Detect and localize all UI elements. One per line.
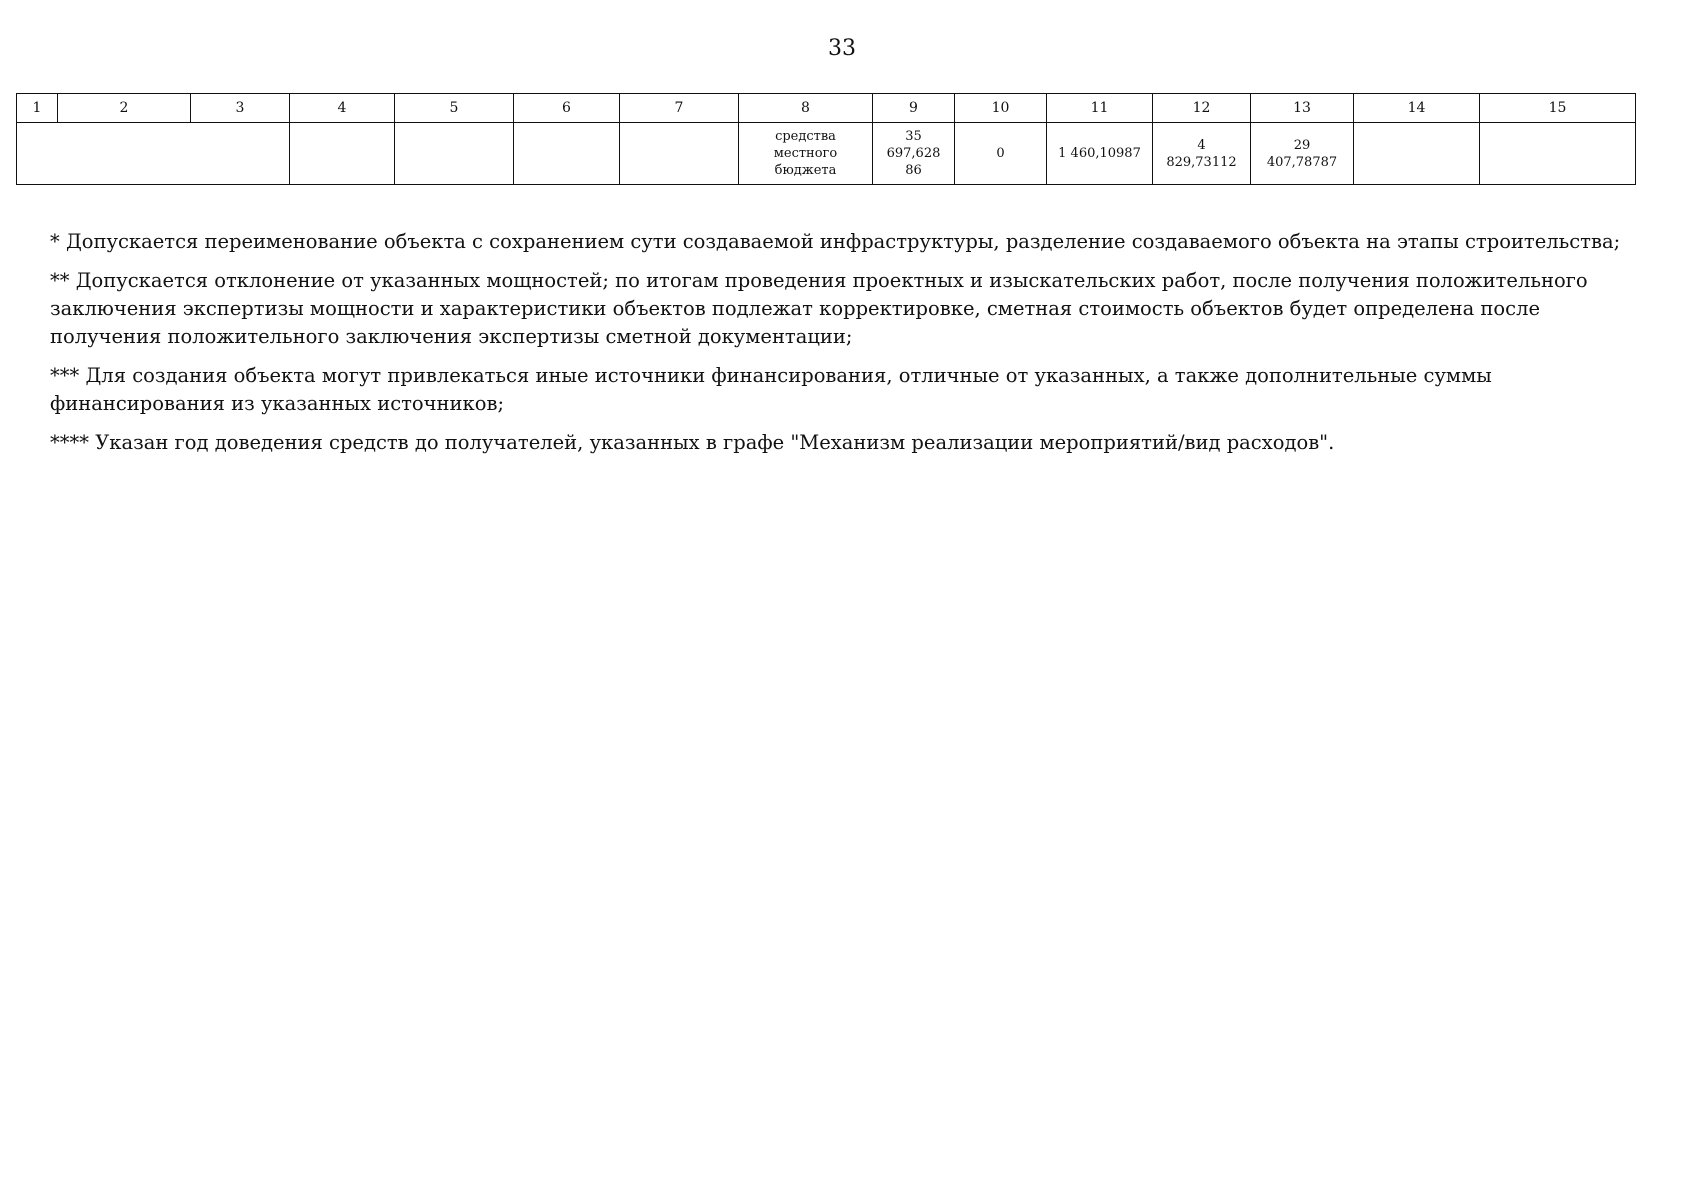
column-number-10: 10 — [955, 94, 1047, 123]
page-number: 33 — [828, 36, 856, 61]
footnote-3: *** Для создания объекта могут привлекаться иные источники финансирования, отличные от указанных, а также дополнительные суммы финансирования из указанных источников; — [50, 364, 1492, 415]
column-number-5: 5 — [395, 94, 514, 123]
empty-cell-14 — [1354, 123, 1480, 185]
amount-cell-10 — [955, 123, 1047, 185]
column-number-6: 6 — [514, 94, 620, 123]
column-number-9: 9 — [873, 94, 955, 123]
merged-empty-cell — [17, 123, 290, 185]
column-number-2: 2 — [58, 94, 191, 123]
column-number-11: 11 — [1047, 94, 1153, 123]
amount-cell-12 — [1153, 123, 1251, 185]
empty-cell-7 — [620, 123, 739, 185]
column-number-1: 1 — [17, 94, 58, 123]
amount-value-10: 0 — [996, 146, 1005, 161]
footnote-4: **** Указан год доведения средств до получателей, указанных в графе "Механизм реализации мероприятий/вид расходов". — [50, 431, 1335, 454]
footnotes — [50, 228, 1625, 468]
empty-cell-6 — [514, 123, 620, 185]
funding-source-cell — [739, 123, 873, 185]
amount-cell-11 — [1047, 123, 1153, 185]
funding-source-text: средства местного бюджета — [773, 129, 838, 178]
column-number-15: 15 — [1480, 94, 1636, 123]
empty-cell-4 — [290, 123, 395, 185]
column-number-13: 13 — [1251, 94, 1354, 123]
empty-cell-15 — [1480, 123, 1636, 185]
amount-value-11: 1 460,10987 — [1058, 146, 1141, 161]
budget-table — [16, 93, 1636, 185]
table-header-row — [17, 94, 1636, 123]
column-number-12: 12 — [1153, 94, 1251, 123]
footnote-1: * Допускается переименование объекта с сохранением сути создаваемой инфраструктуры, разделение создаваемого объекта на этапы строительства; — [50, 230, 1621, 253]
empty-cell-5 — [395, 123, 514, 185]
amount-cell-13 — [1251, 123, 1354, 185]
total-amount-cell — [873, 123, 955, 185]
amount-value-12: 4 829,73112 — [1166, 137, 1237, 170]
column-number-14: 14 — [1354, 94, 1480, 123]
footnote-2: ** Допускается отклонение от указанных мощностей; по итогам проведения проектных и изыскательских работ, после получения положительного заключения экспертизы мощности и характеристики объектов подлежат корректировке, сметная стоимость объектов будет определена после получения положительного заключения экспертизы сметной документации; — [50, 269, 1588, 348]
total-amount-value: 35 697,628 86 — [886, 129, 941, 178]
column-number-7: 7 — [620, 94, 739, 123]
column-number-8: 8 — [739, 94, 873, 123]
column-number-4: 4 — [290, 94, 395, 123]
table-row — [17, 123, 1636, 185]
amount-value-13: 29 407,78787 — [1266, 137, 1338, 170]
column-number-3: 3 — [191, 94, 290, 123]
